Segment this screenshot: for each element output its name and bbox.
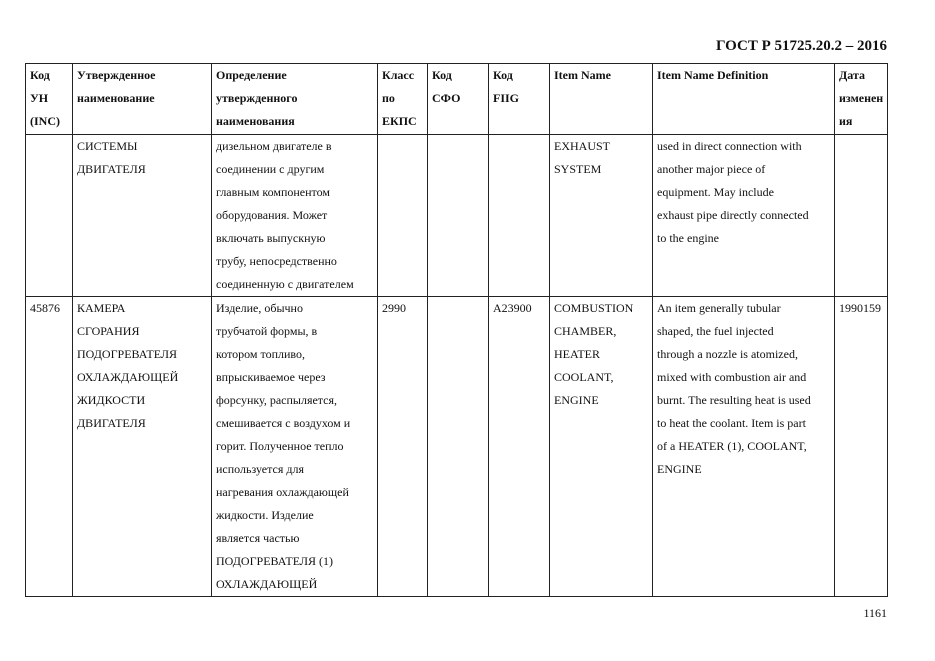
cell-text-line: оборудования. Может <box>216 208 328 222</box>
header-text-line: Утвержденное <box>77 68 156 82</box>
header-text-line: Код <box>493 68 513 82</box>
column-header-item-name <box>550 64 653 135</box>
header-text-line: наименование <box>77 91 155 105</box>
definition-cell <box>212 297 378 597</box>
page-number-text: 1161 <box>863 606 887 620</box>
item-name-cell <box>550 135 653 297</box>
standard-title: ГОСТ Р 51725.20.2 – 2016 <box>715 38 887 54</box>
inc-code-cell <box>26 297 73 597</box>
cell-text-line: A23900 <box>493 301 532 315</box>
cell-text-line: 45876 <box>30 301 60 315</box>
header-text-line: FIIG <box>493 91 520 105</box>
column-header-approved-name <box>73 64 212 135</box>
page-number <box>0 606 887 621</box>
header-text-line: наименования <box>216 114 295 128</box>
cell-text-line: of a HEATER (1), COOLANT, <box>657 439 807 453</box>
cell-text-line: equipment. May include <box>657 185 774 199</box>
inc-code-cell <box>26 135 73 297</box>
item-definition-cell <box>653 297 835 597</box>
class-cell <box>378 135 428 297</box>
header-text-line: Код <box>432 68 452 82</box>
cell-text-line: ENGINE <box>657 462 702 476</box>
header-text-line: СФО <box>432 91 461 105</box>
cell-text-line: КАМЕРА <box>77 301 126 315</box>
header-text-line: Код <box>30 68 50 82</box>
cell-text-line: является частью <box>216 531 300 545</box>
header-text-line: ия <box>839 114 853 128</box>
cell-text-line: включать выпускную <box>216 231 326 245</box>
cell-text-line: 2990 <box>382 301 406 315</box>
definition-cell <box>212 135 378 297</box>
cell-text-line: котором топливо, <box>216 347 306 361</box>
cell-text-line: СГОРАНИЯ <box>77 324 140 338</box>
table-row <box>26 135 888 297</box>
fiig-code-cell <box>489 135 550 297</box>
header-text-line: ЕКПС <box>382 114 417 128</box>
column-header-item-definition <box>653 64 835 135</box>
cell-text-line: СИСТЕМЫ <box>77 139 138 153</box>
table-row <box>26 297 888 597</box>
cell-text-line: SYSTEM <box>554 162 602 176</box>
cell-text-line: ЖИДКОСТИ <box>77 393 146 407</box>
cell-text-line: ENGINE <box>554 393 599 407</box>
header-text-line: Класс <box>382 68 415 82</box>
header-text-line: по <box>382 91 395 105</box>
approved-name-cell <box>73 135 212 297</box>
table-header-row <box>26 64 888 135</box>
cell-text-line: ПОДОГРЕВАТЕЛЯ (1) <box>216 554 334 568</box>
column-header-fiig-code <box>489 64 550 135</box>
column-header-class <box>378 64 428 135</box>
document-header <box>0 38 887 55</box>
cell-text-line: используется для <box>216 462 304 476</box>
cell-text-line: COOLANT, <box>554 370 614 384</box>
header-text-line: Item Name <box>554 68 611 82</box>
cell-text-line: ОХЛАЖДАЮЩЕЙ <box>216 577 318 591</box>
sfo-code-cell <box>428 135 489 297</box>
cell-text-line: впрыскиваемое через <box>216 370 326 384</box>
cell-text-line: трубчатой формы, в <box>216 324 318 338</box>
cell-text-line: shaped, the fuel injected <box>657 324 774 338</box>
cell-text-line: used in direct connection with <box>657 139 802 153</box>
cell-text-line: жидкости. Изделие <box>216 508 314 522</box>
cell-text-line: главным компонентом <box>216 185 330 199</box>
cell-text-line: EXHAUST <box>554 139 610 153</box>
item-definition-cell <box>653 135 835 297</box>
fiig-code-cell <box>489 297 550 597</box>
approved-name-cell <box>73 297 212 597</box>
cell-text-line: соединении с другим <box>216 162 325 176</box>
cell-text-line: 1990159 <box>839 301 881 315</box>
cell-text-line: to heat the coolant. Item is part <box>657 416 806 430</box>
cell-text-line: through a nozzle is atomized, <box>657 347 798 361</box>
cell-text-line: смешивается с воздухом и <box>216 416 351 430</box>
cell-text-line: горит. Полученное тепло <box>216 439 344 453</box>
cell-text-line: ОХЛАЖДАЮЩЕЙ <box>77 370 179 384</box>
cell-text-line: форсунку, распыляется, <box>216 393 338 407</box>
cell-text-line: another major piece of <box>657 162 766 176</box>
column-header-inc-code <box>26 64 73 135</box>
header-text-line: Определение <box>216 68 287 82</box>
cell-text-line: exhaust pipe directly connected <box>657 208 809 222</box>
header-text-line: Item Name Definition <box>657 68 769 82</box>
class-cell <box>378 297 428 597</box>
cell-text-line: COMBUSTION <box>554 301 634 315</box>
header-text-line: изменен <box>839 91 884 105</box>
cell-text-line: HEATER <box>554 347 600 361</box>
cell-text-line: to the engine <box>657 231 719 245</box>
item-name-cell <box>550 297 653 597</box>
header-text-line: Дата <box>839 68 865 82</box>
cell-text-line: CHAMBER, <box>554 324 617 338</box>
column-header-change-date <box>835 64 888 135</box>
sfo-code-cell <box>428 297 489 597</box>
cell-text-line: ПОДОГРЕВАТЕЛЯ <box>77 347 178 361</box>
change-date-cell <box>835 297 888 597</box>
cell-text-line: ДВИГАТЕЛЯ <box>77 162 146 176</box>
cell-text-line: соединенную с двигателем <box>216 277 354 291</box>
header-text-line: УН <box>30 91 49 105</box>
cell-text-line: mixed with combustion air and <box>657 370 807 384</box>
header-text-line: (INC) <box>30 114 60 128</box>
cell-text-line: burnt. The resulting heat is used <box>657 393 811 407</box>
column-header-definition <box>212 64 378 135</box>
cell-text-line: An item generally tubular <box>657 301 781 315</box>
header-text-line: утвержденного <box>216 91 298 105</box>
cell-text-line: нагревания охлаждающей <box>216 485 349 499</box>
change-date-cell <box>835 135 888 297</box>
cell-text-line: трубу, непосредственно <box>216 254 337 268</box>
cell-text-line: дизельном двигателе в <box>216 139 332 153</box>
column-header-sfo-code <box>428 64 489 135</box>
cell-text-line: Изделие, обычно <box>216 301 303 315</box>
cell-text-line: ДВИГАТЕЛЯ <box>77 416 146 430</box>
catalog-table <box>25 63 888 597</box>
